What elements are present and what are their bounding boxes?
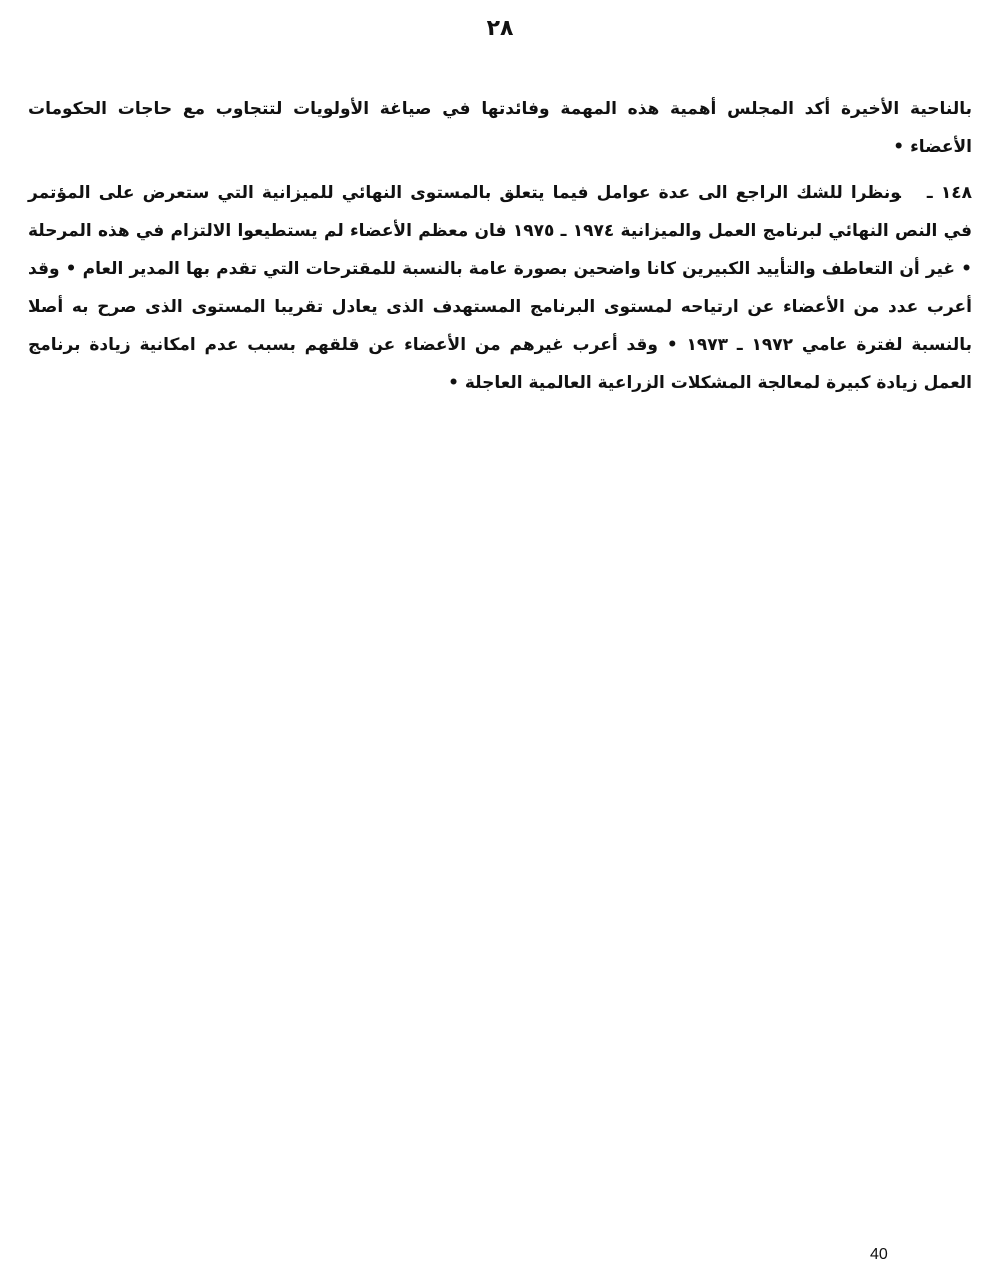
paragraph-number: ١٤٨ ـ xyxy=(926,183,972,203)
paragraph: بالناحية الأخيرة أكد المجلس أهمية هذه المهمة وفائدتها في صياغة الأولويات لتتجاوب مع حاجات الحكومات الأعضاء • xyxy=(28,99,972,157)
body-text xyxy=(28,90,972,402)
page-number-arabic: ٢٨ xyxy=(486,16,514,41)
page-number-footer: 40 xyxy=(870,1246,888,1263)
paragraph-text: ونظرا للشك الراجع الى عدة عوامل فيما يتعلق بالمستوى النهائي للميزانية التي ستعرض على المؤتمر في النص النهائي لبرنامج العمل والميزانية ١٩٧٤ ـ ١٩٧٥ فان معظم الأعضاء لم يستطيعوا الالتزام في هذه المرحلة • غير أن التعاطف والتأييد الكبيرين كانا واضحين بصورة عامة بالنسبة للمقترحات التي تقدم بها المدير العام • وقد أعرب عدد من الأعضاء عن ارتياحه لمستوى البرنامج المستهدف الذى يعادل تقريبا المستوى الذى صرح به أصلا بالنسبة لفترة عامي ١٩٧٢ ـ ١٩٧٣ • وقد أعرب غيرهم من الأعضاء عن قلقهم بسبب عدم امكانية زيادة برنامج العمل زيادة كبيرة لمعالجة المشكلات الزراعية العالمية العاجلة • xyxy=(28,183,972,393)
numbered-paragraph xyxy=(28,174,972,402)
